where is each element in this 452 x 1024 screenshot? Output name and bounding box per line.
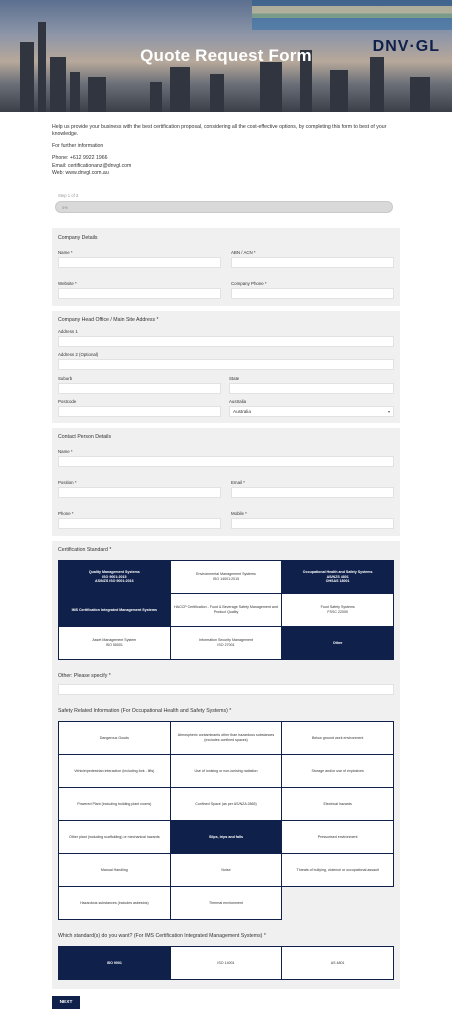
phone-line: Phone: +612 9922 1966 <box>52 155 108 161</box>
address1-input[interactable] <box>58 336 394 347</box>
safety-hazard-option[interactable]: Other plant (including scaffolding) or mechanical hazards <box>59 821 171 854</box>
further-info: For further information <box>52 143 104 149</box>
certification-standard-option[interactable]: Information Security Management ISO 27001 <box>171 627 283 660</box>
company-phone-input[interactable] <box>231 288 394 299</box>
phone-label: Phone * <box>58 511 74 516</box>
safety-hazard-option[interactable]: Dangerous Goods <box>59 722 171 755</box>
contact-name-label: Name * <box>58 449 73 454</box>
progress-bar <box>55 201 393 213</box>
certification-standard-option[interactable]: Asset Management System ISO 55001 <box>59 627 171 660</box>
company-name-label: Name * <box>58 250 73 255</box>
web-line: Web: www.dnvgl.com.au <box>52 170 109 176</box>
country-value: Australia <box>233 409 251 414</box>
certification-standard-option[interactable]: HACCP Certification - Food & Beverage Safety Management and Product Quality <box>171 594 283 627</box>
safety-hazard-option[interactable]: Manual Handling <box>59 854 171 887</box>
contact-name-input[interactable] <box>58 456 394 467</box>
country-label: Australia <box>229 399 247 404</box>
ims-standard-option[interactable]: AS 4801 <box>282 947 394 980</box>
website-label: Website * <box>58 281 77 286</box>
ims-standard-option[interactable]: ISO 14001 <box>171 947 283 980</box>
postcode-label: Postcode <box>58 399 77 404</box>
safety-hazard-option[interactable]: Vehicle/pedestrian interaction (including fork - lifts) <box>59 755 171 788</box>
safety-hazard-option[interactable]: Below ground work environment <box>282 722 394 755</box>
certification-standard-option[interactable]: Environmental Management Systems ISO 14001:2015 <box>171 561 283 594</box>
progress-label: 0% <box>62 205 68 210</box>
next-button[interactable]: NEXT <box>52 996 80 1009</box>
safety-hazard-option[interactable]: Use of ionising or non-ionising radiation <box>171 755 283 788</box>
state-label: State <box>229 376 240 381</box>
company-phone-label: Company Phone * <box>231 281 267 286</box>
suburb-input[interactable] <box>58 383 221 394</box>
safety-title: Safety Related Information (For Occupational Health and Safety Systems) * <box>58 708 232 714</box>
safety-hazard-option[interactable]: Electrical hazards <box>282 788 394 821</box>
safety-hazard-option[interactable]: Thermal environment <box>171 887 283 920</box>
position-input[interactable] <box>58 487 221 498</box>
safety-hazard-option[interactable]: Slips, trips and falls <box>171 821 283 854</box>
website-input[interactable] <box>58 288 221 299</box>
safety-hazard-option[interactable]: Pressurised environment <box>282 821 394 854</box>
certification-standard-option[interactable]: Other <box>282 627 394 660</box>
mobile-input[interactable] <box>231 518 394 529</box>
chevron-down-icon: ▾ <box>387 409 390 414</box>
company-details-section <box>52 228 400 306</box>
contact-section <box>52 428 400 536</box>
step-indicator: Step 1 of 3 <box>58 193 79 198</box>
safety-hazard-option[interactable]: Atmospheric contaminants other than hazardous substances (excludes confined spaces) <box>171 722 283 755</box>
ims-standard-option[interactable]: ISO 9001 <box>59 947 171 980</box>
banner-stripe <box>252 0 452 30</box>
mobile-label: Mobile * <box>231 511 247 516</box>
address-section <box>52 311 400 423</box>
address2-input[interactable] <box>58 359 394 370</box>
dnvgl-logo: DNV·GL <box>372 38 440 55</box>
abn-label: ABN / ACN * <box>231 250 256 255</box>
ims-title: Which standard(s) do you want? (For IMS Certification Integrated Management Systems) * <box>58 933 266 939</box>
section-title: Company Head Office / Main Site Address * <box>58 317 159 323</box>
safety-hazard-option[interactable]: Hazardous substances (includes asbestos) <box>59 887 171 920</box>
abn-input[interactable] <box>231 257 394 268</box>
contact-details <box>52 155 400 178</box>
address1-label: Address 1 <box>58 329 78 334</box>
company-name-input[interactable] <box>58 257 221 268</box>
other-input[interactable] <box>58 684 394 695</box>
email-line: Email: certificationanz@dnvgl.com <box>52 162 132 169</box>
safety-hazard-option[interactable]: Confined Space (as per AS/NZA 2865) <box>171 788 283 821</box>
email-input[interactable] <box>231 487 394 498</box>
phone-input[interactable] <box>58 518 221 529</box>
postcode-input[interactable] <box>58 406 221 417</box>
grid-spacer <box>282 887 394 920</box>
intro-block <box>52 124 400 178</box>
safety-hazard-option[interactable]: Storage and/or use of explosives <box>282 755 394 788</box>
ims-grid <box>58 946 394 980</box>
safety-hazard-option[interactable]: Powered Plant (including building plant rooms) <box>59 788 171 821</box>
safety-grid <box>58 721 394 920</box>
position-label: Position * <box>58 480 77 485</box>
page-title: Quote Request Form <box>140 46 312 65</box>
certification-standard-option[interactable]: Occupational Health and Safety Systems AS/NZS 4801 OHSAS 18001 <box>282 561 394 594</box>
header-banner <box>0 0 452 112</box>
other-label: Other: Please specify * <box>58 673 111 679</box>
email-label: Email * <box>231 480 245 485</box>
address2-label: Address 2 (Optional) <box>58 352 99 357</box>
certification-standard-option[interactable]: Food Safety Systems FSSC 22000 <box>282 594 394 627</box>
section-title: Certification Standard * <box>58 547 112 553</box>
standards-section <box>52 541 400 989</box>
certification-grid <box>58 560 394 660</box>
section-title: Contact Person Details <box>58 434 112 440</box>
suburb-label: Suburb <box>58 376 73 381</box>
safety-hazard-option[interactable]: Noise <box>171 854 283 887</box>
section-title: Company Details <box>58 235 98 241</box>
state-input[interactable] <box>229 383 394 394</box>
intro-text: Help us provide your business with the best certification proposal, considering all the cost-effective options, by completing this form to best of your knowledge. <box>52 124 387 137</box>
country-select[interactable] <box>229 406 394 417</box>
safety-hazard-option[interactable]: Threats of bullying, violence or occupational assault <box>282 854 394 887</box>
certification-standard-option[interactable]: Quality Management Systems ISO 9001:2015 AS/NZS ISO 9001:2016 <box>59 561 171 594</box>
certification-standard-option[interactable]: IMS Certification Integrated Management Systems <box>59 594 171 627</box>
